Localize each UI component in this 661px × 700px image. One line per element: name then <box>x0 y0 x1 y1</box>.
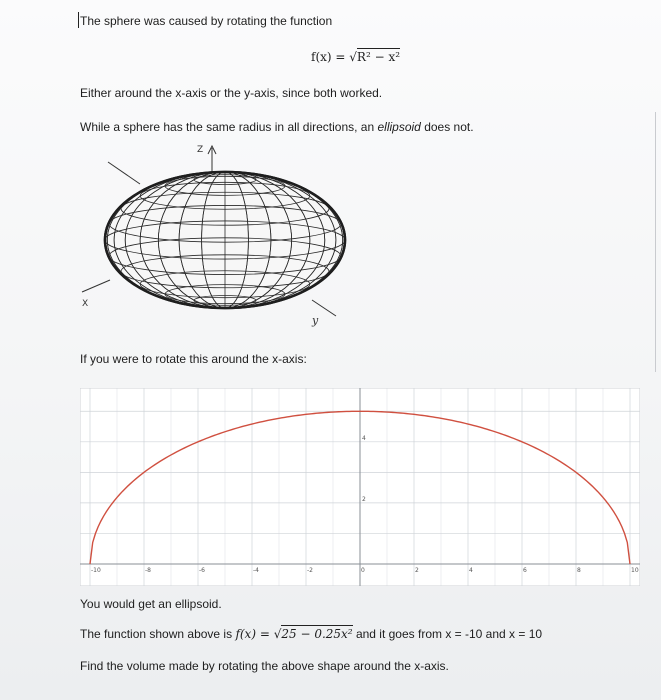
ellipsoid-figure <box>80 140 350 330</box>
y-tick-label: 2 <box>362 495 366 503</box>
y-axis-label: y <box>312 314 319 327</box>
intro-text: The sphere was caused by rotating the function <box>80 14 333 28</box>
formula-radicand: R² − x² <box>356 50 401 64</box>
x-tick-label: 4 <box>469 567 473 574</box>
x-tick-label: -8 <box>145 567 151 574</box>
z-axis-label: Z <box>197 145 204 155</box>
function-graph <box>80 388 640 586</box>
sphere-function-formula: f(x) = √R² − x² <box>311 50 401 64</box>
rotate-text: If you were to rotate this around the x-axis: <box>80 352 307 366</box>
graph-svg <box>80 388 640 586</box>
x-tick-label: -6 <box>199 567 205 574</box>
page-edge <box>655 112 656 372</box>
function-desc-part2: and it goes from x = -10 and x = 10 <box>352 627 543 641</box>
function-desc-lhs: f(x) = <box>235 627 274 641</box>
x-tick-label: -2 <box>307 567 313 574</box>
question-text: Find the volume made by rotating the above shape around the x-axis. <box>80 659 449 673</box>
x-tick-label: -10 <box>91 567 101 574</box>
x-tick-label: 0 <box>361 567 365 574</box>
x-tick-label: 10 <box>631 567 639 574</box>
ellipsoid-result-text: You would get an ellipsoid. <box>80 597 222 611</box>
function-desc-part1: The function shown above is <box>80 627 236 641</box>
ellipsoid-intro-part2: does not. <box>420 120 474 134</box>
x-tick-label: 2 <box>415 567 419 574</box>
text-cursor <box>78 12 79 28</box>
axis-text: Either around the x-axis or the y-axis, since both worked. <box>80 86 383 100</box>
function-desc-radicand: 25 − 0.25x² <box>281 627 353 641</box>
back-axis-line <box>108 162 140 184</box>
function-description: The function shown above is f(x) = √25 − 0.25x² and it goes from x = -10 and x = 10 <box>80 627 543 641</box>
x-axis-label: X <box>82 299 89 309</box>
x-tick-label: 6 <box>523 567 527 574</box>
x-axis-line <box>82 280 110 292</box>
x-tick-label: 8 <box>577 567 581 574</box>
formula-lhs: f(x) = <box>311 50 350 64</box>
x-tick-label: -4 <box>253 567 259 574</box>
y-tick-label: 4 <box>362 434 366 442</box>
ellipsoid-intro-part1: While a sphere has the same radius in all directions, an <box>80 120 378 134</box>
ellipsoid-svg <box>80 140 350 330</box>
ellipsoid-intro-text <box>80 120 474 135</box>
ellipsoid-emphasis: ellipsoid <box>377 120 421 134</box>
